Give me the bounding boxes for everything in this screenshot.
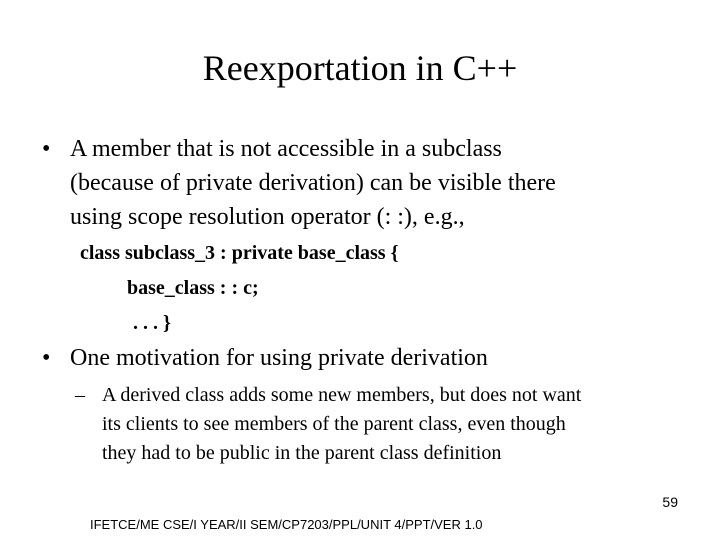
code-line-closing: . . . } xyxy=(133,312,171,334)
sub-bullet-line: they had to be public in the parent class definition xyxy=(102,442,502,464)
dash-marker: – xyxy=(75,384,85,406)
code-line-scope-resolution: base_class : : c; xyxy=(127,277,259,299)
slide-title: Reexportation in C++ xyxy=(202,48,518,88)
bullet-text xyxy=(70,132,556,234)
code-line-class-declaration: class subclass_3 : private base_class { xyxy=(80,242,399,264)
bullet-marker: • xyxy=(42,345,51,371)
sub-bullet-line: its clients to see members of the parent class, even though xyxy=(102,413,566,435)
bullet-marker: • xyxy=(42,136,51,162)
sub-bullet-line: A derived class adds some new members, but does not want xyxy=(102,384,582,406)
sub-bullet-text xyxy=(102,381,581,468)
bullet-line: (because of private derivation) can be visible there xyxy=(70,170,556,196)
bullet-line: A member that is not accessible in a subclass xyxy=(70,136,502,162)
bullet-line: using scope resolution operator (: :), e.g., xyxy=(70,204,465,230)
bullet-text: One motivation for using private derivation xyxy=(70,345,488,371)
footer-text: IFETCE/ME CSE/I YEAR/II SEM/CP7203/PPL/UNIT 4/PPT/VER 1.0 xyxy=(90,517,483,532)
page-number: 59 xyxy=(662,494,678,510)
